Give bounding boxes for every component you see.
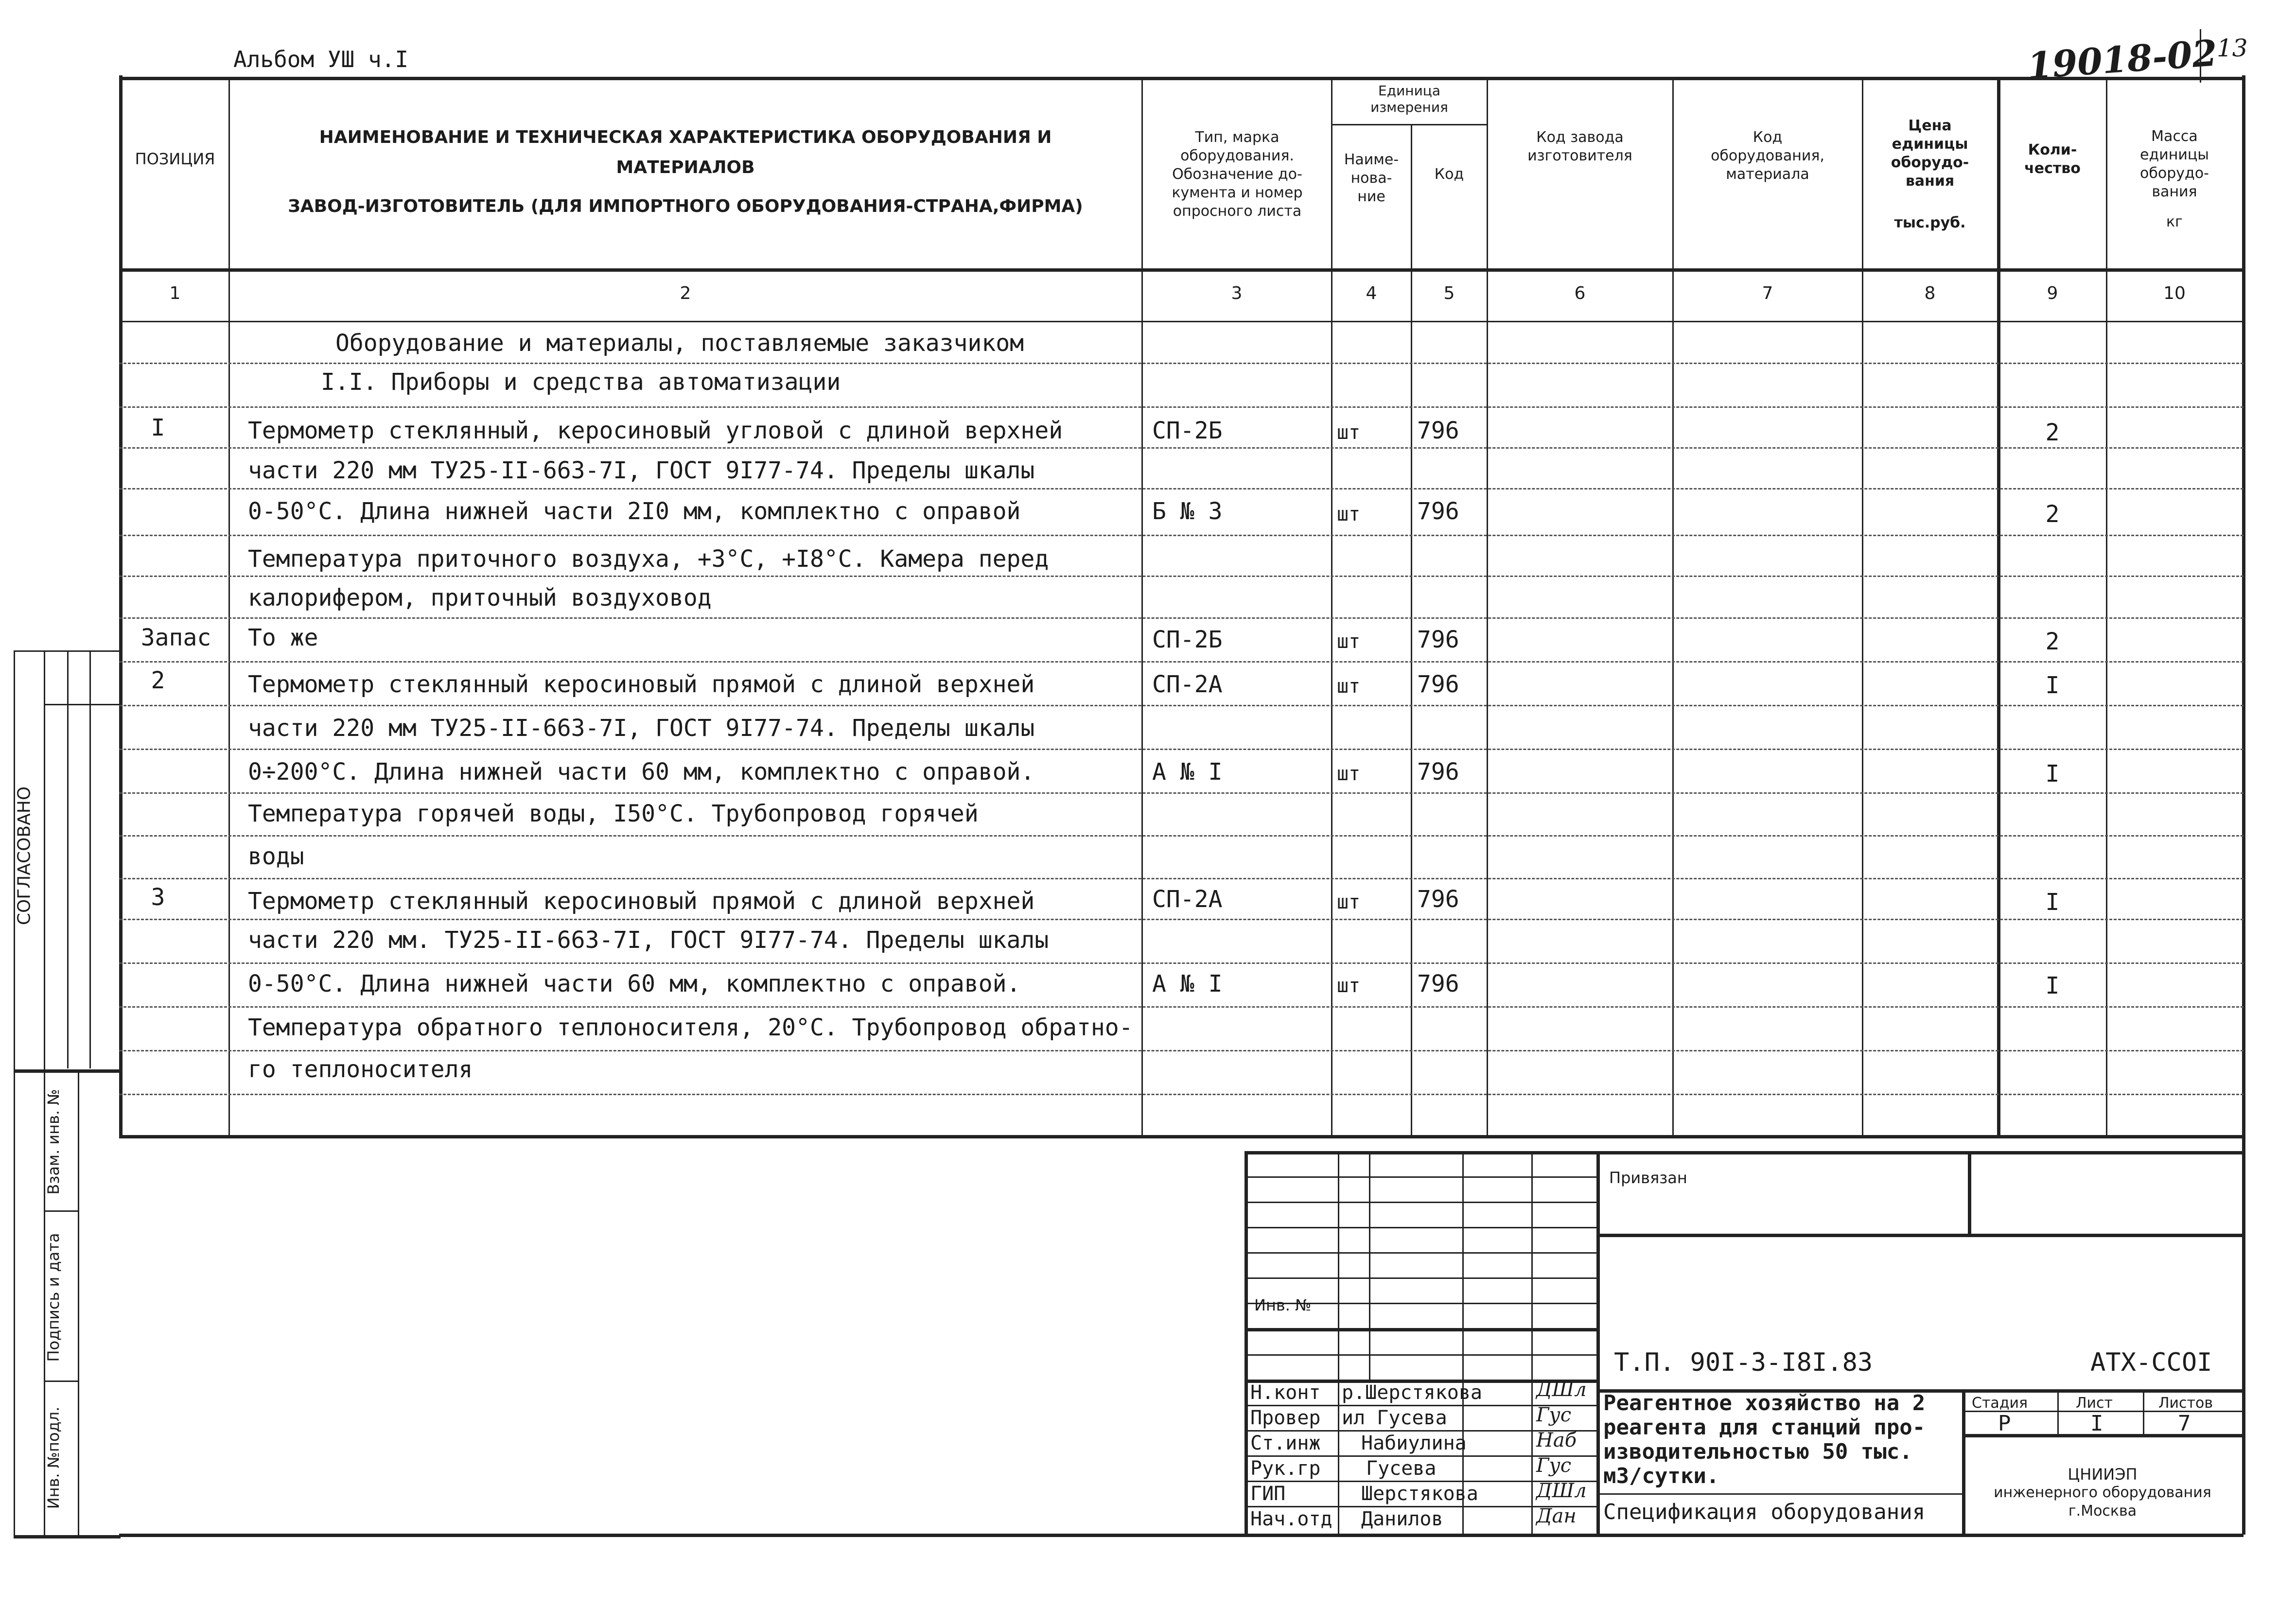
row-position: 3 — [151, 884, 165, 911]
row-position: Запас — [140, 624, 211, 651]
stage-value: Р — [1998, 1411, 2011, 1436]
row-quantity: I — [2045, 672, 2060, 699]
stage-label: Стадия — [1972, 1395, 2028, 1412]
row-quantity: I — [2045, 760, 2060, 787]
col-header-name-line2: МАТЕРИАЛОВ — [616, 157, 755, 177]
row-name: Оборудование и материалы, поставляемые заказчиком — [335, 330, 1024, 357]
project-code: Т.П. 90I-3-I8I.83 — [1614, 1348, 1873, 1377]
handwritten-doc-number: 19018-02 — [2026, 32, 2219, 87]
original-inventory-label: Инв. №подл. — [44, 1406, 63, 1509]
page-number-divider — [2200, 29, 2201, 83]
col-header-position: ПОЗИЦИЯ — [135, 150, 215, 168]
row-type: СП-2Б — [1152, 417, 1223, 444]
row-name: Температура приточного воздуха, +3°С, +I8°С. Камера перед — [248, 545, 1049, 573]
row-unit: шт — [1337, 630, 1361, 653]
row-name: части 220 мм ТУ25-II-663-7I, ГОСТ 9I77-74. Пределы шкалы — [248, 457, 1035, 484]
row-quantity: 2 — [2045, 501, 2060, 528]
row-name: Температура горячей воды, I50°С. Трубопровод горячей — [248, 800, 979, 827]
row-name: I.I. Приборы и средства автоматизации — [321, 368, 841, 396]
row-name: части 220 мм ТУ25-II-663-7I, ГОСТ 9I77-74. Пределы шкалы — [248, 715, 1035, 742]
row-unit: шт — [1337, 421, 1361, 444]
row-name: Термометр стеклянный керосиновый прямой с длиной верхней — [248, 888, 1035, 915]
row-type: А № I — [1152, 758, 1223, 786]
row-unit-code: 796 — [1417, 758, 1459, 786]
row-quantity: I — [2045, 889, 2060, 916]
row-unit-code: 796 — [1417, 626, 1459, 653]
row-unit: шт — [1337, 503, 1361, 525]
document-code: АТХ-ССОI — [2090, 1348, 2212, 1377]
linked-label: Привязан — [1609, 1169, 1687, 1187]
row-name: Температура обратного теплоносителя, 20°С. Трубопровод обратно- — [248, 1014, 1133, 1041]
row-quantity: I — [2045, 972, 2060, 999]
row-unit: шт — [1337, 763, 1361, 785]
page-number: 13 — [2217, 34, 2248, 62]
row-name: 0-50°С. Длина нижней части 2I0 мм, комплектно с оправой — [248, 498, 1021, 525]
row-unit-code: 796 — [1417, 417, 1459, 444]
row-unit-code: 796 — [1417, 671, 1459, 698]
sheet-label: Лист — [2076, 1395, 2113, 1412]
row-name: 0÷200°С. Длина нижней части 60 мм, комплектно с оправой. — [248, 758, 1035, 786]
row-type: СП-2А — [1152, 671, 1223, 698]
row-name: То же — [248, 624, 318, 651]
row-type: Б № 3 — [1152, 498, 1223, 525]
row-type: СП-2А — [1152, 886, 1223, 913]
row-type: СП-2Б — [1152, 626, 1223, 653]
col-header-name-line3: ЗАВОД-ИЗГОТОВИТЕЛЬ (ДЛЯ ИМПОРТНОГО ОБОРУДОВАНИЯ-СТРАНА,ФИРМА) — [288, 196, 1083, 216]
row-position: 2 — [151, 667, 165, 694]
row-name: части 220 мм. ТУ25-II-663-7I, ГОСТ 9I77-74. Пределы шкалы — [248, 926, 1049, 954]
row-quantity: 2 — [2045, 419, 2060, 446]
col-header-name-line1: НАИМЕНОВАНИЕ И ТЕХНИЧЕСКАЯ ХАРАКТЕРИСТИКА ОБОРУДОВАНИЯ И — [319, 127, 1052, 147]
inventory-number-label: Инв. № — [1254, 1296, 1312, 1314]
row-unit: шт — [1337, 975, 1361, 997]
row-unit: шт — [1337, 891, 1361, 913]
row-unit: шт — [1337, 675, 1361, 698]
row-type: А № I — [1152, 970, 1223, 997]
row-unit-code: 796 — [1417, 970, 1459, 997]
album-label: Альбом УШ ч.I — [233, 46, 409, 72]
row-name: го теплоносителя — [248, 1056, 473, 1083]
signature-date-label: Подпись и дата — [44, 1233, 63, 1362]
row-name: воды — [248, 843, 304, 870]
row-quantity: 2 — [2045, 628, 2060, 655]
replacement-inventory-label: Взам. инв. № — [44, 1089, 63, 1195]
row-name: Термометр стеклянный, керосиновый угловой с длиной верхней — [248, 417, 1063, 444]
agreed-label: СОГЛАСОВАНО — [14, 786, 35, 926]
row-name: 0-50°С. Длина нижней части 60 мм, комплектно с оправой. — [248, 970, 1021, 997]
row-unit-code: 796 — [1417, 886, 1459, 913]
specification-title: Спецификация оборудования — [1603, 1500, 1926, 1524]
row-name: Термометр стеклянный керосиновый прямой с длиной верхней — [248, 671, 1035, 698]
sheets-label: Листов — [2158, 1395, 2213, 1412]
row-unit-code: 796 — [1417, 498, 1459, 525]
col-header-unit-code: Код — [1434, 166, 1464, 183]
row-position: I — [151, 414, 165, 441]
row-name: калорифером, приточный воздуховод — [248, 584, 712, 612]
sheet-value: I — [2090, 1411, 2103, 1436]
sheets-value: 7 — [2178, 1411, 2191, 1436]
